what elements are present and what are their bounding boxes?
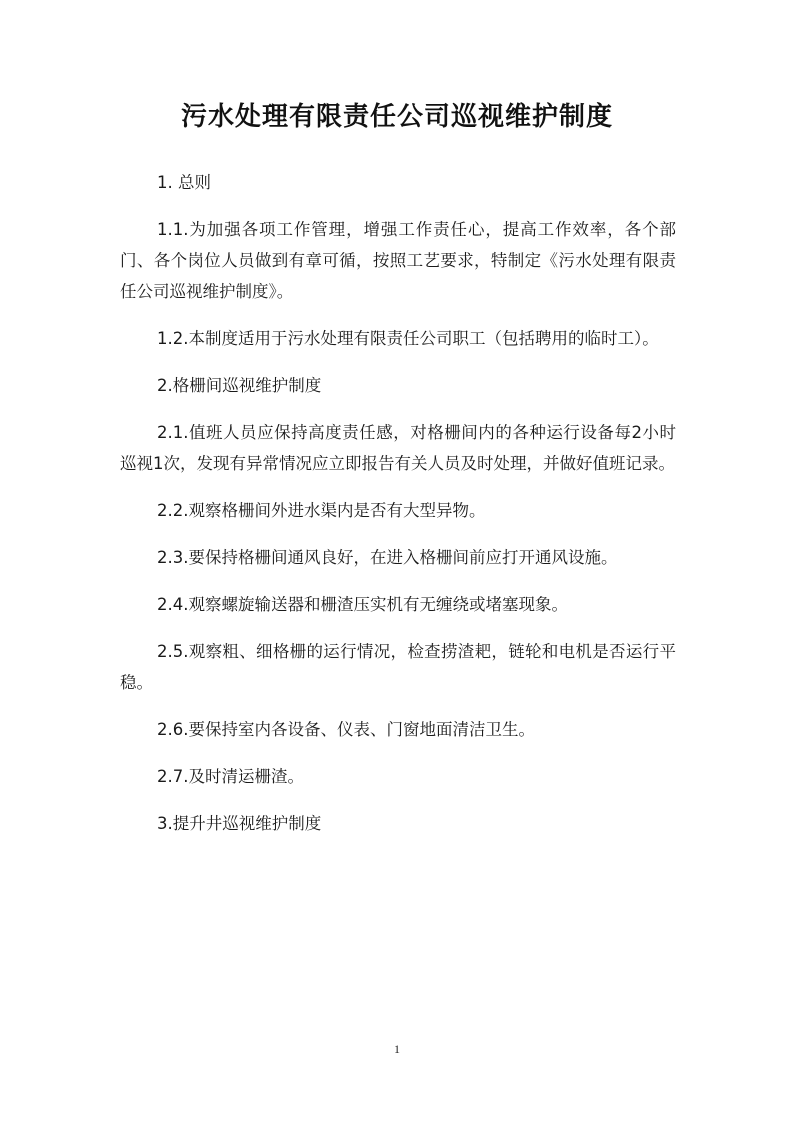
paragraph-2-1: 2.1.值班人员应保持高度责任感，对格栅间内的各种运行设备每2小时巡视1次，发现有异常情况应立即报告有关人员及时处理，并做好值班记录。	[120, 423, 676, 473]
paragraph-2-2: 2.2.观察格栅间外进水渠内是否有大型异物。	[157, 501, 486, 520]
page-number: 1	[394, 1042, 400, 1056]
paragraph-1-2: 1.2.本制度适用于污水处理有限责任公司职工（包括聘用的临时工）。	[157, 329, 659, 348]
document-title: 污水处理有限责任公司巡视维护制度	[180, 102, 613, 132]
paragraph-2-7: 2.7.及时清运栅渣。	[157, 767, 304, 786]
document-body	[120, 167, 676, 855]
section-heading-lift-well: 3.提升井巡视维护制度	[157, 814, 322, 833]
paragraph-general: 1. 总则	[157, 173, 211, 192]
paragraph-2-3: 2.3.要保持格栅间通风良好，在进入格栅间前应打开通风设施。	[157, 548, 618, 567]
paragraph-1-1: 1.1.为加强各项工作管理，增强工作责任心，提高工作效率，各个部门、各个岗位人员做到有章可循，按照工艺要求，特制定《污水处理有限责任公司巡视维护制度》。	[120, 220, 676, 301]
paragraph-2-4: 2.4.观察螺旋输送器和栅渣压实机有无缠绕或堵塞现象。	[157, 595, 568, 614]
section-heading-grille-room: 2.格栅间巡视维护制度	[157, 376, 322, 395]
paragraph-2-5: 2.5.观察粗、细格栅的运行情况，检查捞渣耙，链轮和电机是否运行平稳。	[120, 642, 676, 692]
paragraph-2-6: 2.6.要保持室内各设备、仪表、门窗地面清洁卫生。	[157, 720, 535, 739]
